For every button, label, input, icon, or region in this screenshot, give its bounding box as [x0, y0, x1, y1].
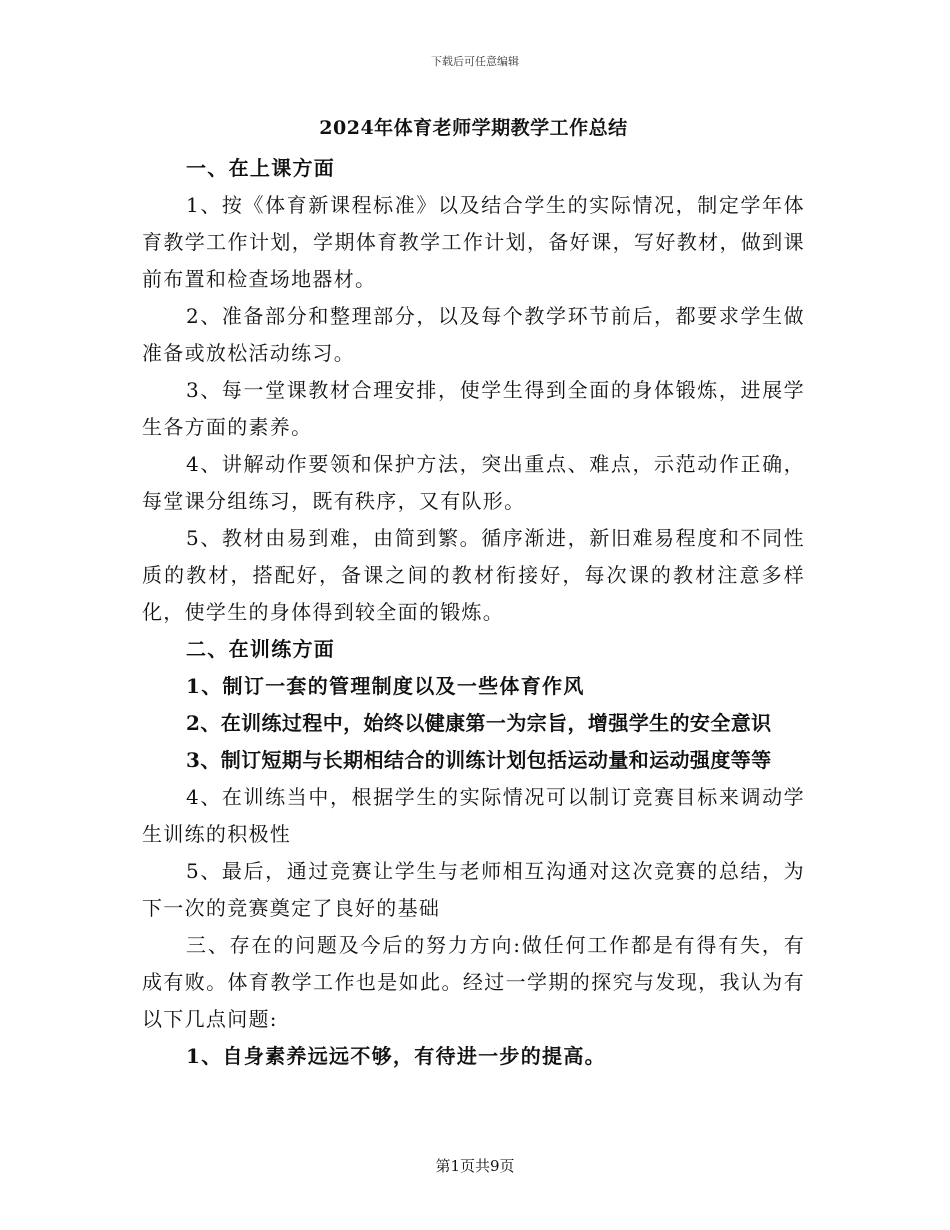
bold-paragraph: 2、在训练过程中，始终以健康第一为宗旨，增强学生的安全意识	[186, 711, 772, 735]
section-heading-2: 二、在训练方面	[186, 637, 336, 661]
paragraph: 5、教材由易到难，由简到繁。循序渐进，新旧难易程度和不同性质的教材，搭配好，备课之间的教材衔接好，每次课的教材注意多样化，使学生的身体得到较全面的锻炼。	[142, 526, 805, 624]
paragraph: 2、准备部分和整理部分，以及每个教学环节前后，都要求学生做准备或放松活动练习。	[142, 304, 805, 365]
paragraph: 1、按《体育新课程标准》以及结合学生的实际情况，制定学年体育教学工作计划，学期体育教学工作计划，备好课，写好教材，做到课前布置和检查场地器材。	[142, 193, 805, 291]
paragraph: 三、存在的问题及今后的努力方向:做任何工作都是有得有失，有成有败。体育教学工作也是如此。经过一学期的探究与发现，我认为有以下几点问题:	[142, 933, 805, 1031]
page-footer: 第1页共9页	[435, 1157, 515, 1175]
paragraph: 4、讲解动作要领和保护方法，突出重点、难点，示范动作正确，每堂课分组练习，既有秩序，又有队形。	[142, 452, 805, 513]
document-title: 2024年体育老师学期教学工作总结	[319, 117, 628, 139]
paragraph: 3、每一堂课教材合理安排，使学生得到全面的身体锻炼，进展学生各方面的素养。	[142, 378, 805, 439]
bold-paragraph: 1、制订一套的管理制度以及一些体育作风	[186, 674, 585, 698]
paragraph: 4、在训练当中，根据学生的实际情况可以制订竞赛目标来调动学生训练的积极性	[142, 785, 805, 846]
bold-paragraph: 3、制订短期与长期相结合的训练计划包括运动量和运动强度等等	[186, 748, 772, 772]
bold-paragraph: 1、自身素养远远不够，有待进一步的提高。	[186, 1044, 606, 1068]
section-heading-1: 一、在上课方面	[186, 156, 336, 180]
paragraph: 5、最后，通过竞赛让学生与老师相互沟通对这次竞赛的总结，为下一次的竞赛奠定了良好的基础	[142, 859, 805, 920]
page-header: 下载后可任意编辑	[431, 55, 519, 68]
document-body	[142, 112, 805, 1075]
